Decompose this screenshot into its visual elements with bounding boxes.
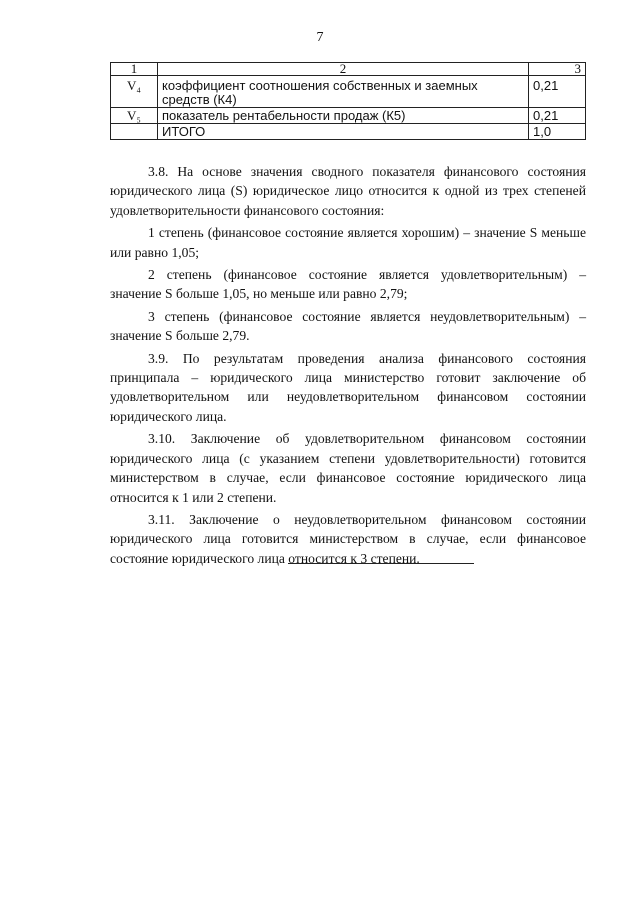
paragraph-3-9: 3.9. По результатам проведения анализа финансового состояния принципала – юридического лица министерство готовит заключение об удовлетворительном или неудовлетворительном финансовом состоянии юридического лица. bbox=[110, 350, 586, 424]
table-header-row bbox=[111, 63, 586, 76]
indicator-table bbox=[110, 62, 586, 140]
table-row bbox=[111, 76, 586, 108]
total-value: 1,0 bbox=[529, 124, 586, 140]
row-label: коэффициент соотношения собственных и заемных средств (К4) bbox=[158, 76, 529, 108]
row-label: показатель рентабельности продаж (К5) bbox=[158, 108, 529, 124]
page-number: 7 bbox=[316, 30, 324, 45]
row-code: V₅ bbox=[111, 108, 158, 124]
paragraph-3-8: 3.8. На основе значения сводного показателя финансового состояния юридического лица (S) юридическое лицо относится к одной из трех степеней удовлетворительности финансового состояния: bbox=[110, 164, 586, 218]
end-of-text-divider bbox=[288, 563, 474, 564]
paragraph-3-11: 3.11. Заключение о неудовлетворительном финансовом состоянии юридического лица готовится министерством в случае, если финансовое состояние юридического лица относится к 3 степени. bbox=[110, 511, 586, 566]
paragraph-degree-3: 3 степень (финансовое состояние является неудовлетворительным) – значение S больше 2,79. bbox=[110, 308, 586, 344]
column-header-2: 2 bbox=[158, 63, 529, 76]
row-code bbox=[111, 124, 158, 140]
total-label: ИТОГО bbox=[158, 124, 529, 140]
column-header-3: 3 bbox=[529, 63, 586, 76]
table-row bbox=[111, 108, 586, 124]
column-header-1: 1 bbox=[111, 63, 158, 76]
table-total-row bbox=[111, 124, 586, 140]
row-code: V₄ bbox=[111, 76, 158, 108]
document-body bbox=[110, 162, 586, 571]
paragraph-3-10: 3.10. Заключение об удовлетворительном финансовом состоянии юридического лица (с указанием степени удовлетворительности) готовится министерством в случае, если финансовое состояние юридического лица относится к 1 или 2 степени. bbox=[110, 431, 586, 505]
paragraph-degree-1: 1 степень (финансовое состояние является хорошим) – значение S меньше или равно 1,05; bbox=[110, 225, 586, 260]
row-value: 0,21 bbox=[529, 108, 586, 124]
row-value: 0,21 bbox=[529, 76, 586, 108]
paragraph-degree-2: 2 степень (финансовое состояние является удовлетворительным) – значение S больше 1,05, но меньше или равно 2,79; bbox=[110, 267, 586, 302]
